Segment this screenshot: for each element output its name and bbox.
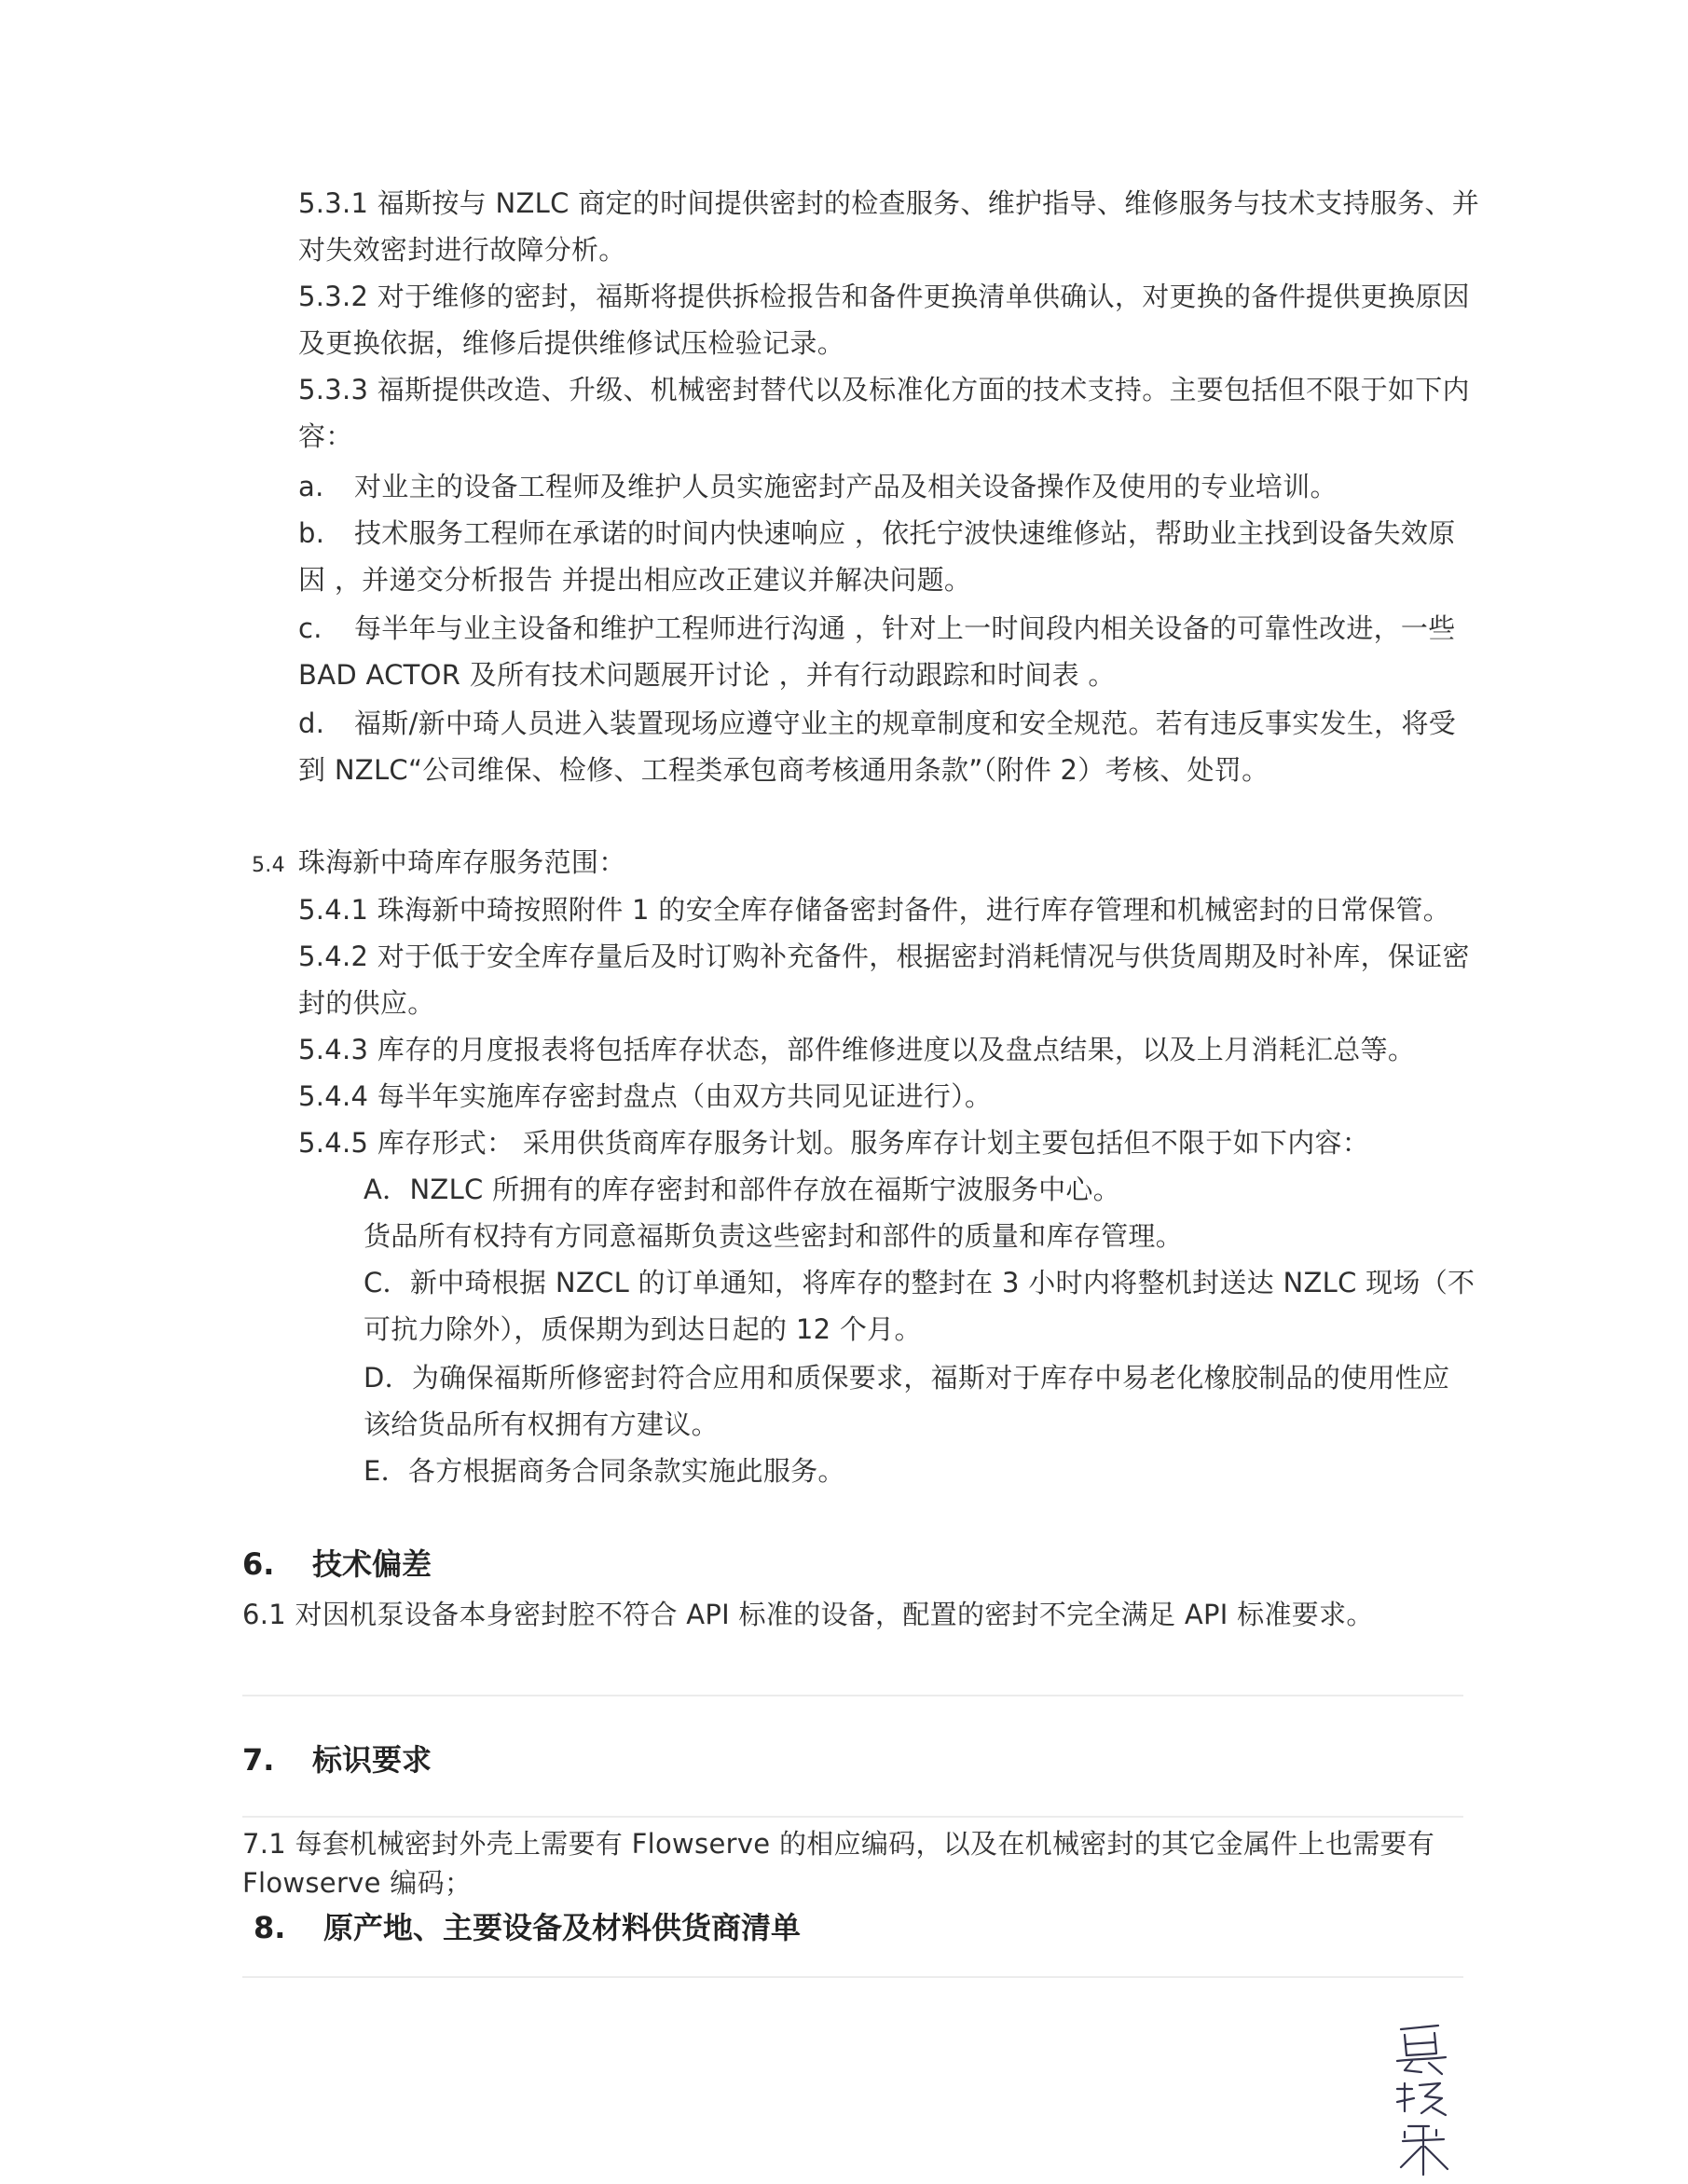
section-8-heading	[254, 1907, 801, 1948]
list-item-C-line1: C．新中琦根据 NZCL 的订单通知，将库存的整封在 3 小时内将整机封送达 NZLC 现场（不	[364, 1267, 1475, 1298]
list-item-d-label: d.	[298, 707, 325, 739]
section-5-4-number: 5.4	[252, 854, 285, 877]
list-item-a-text: 对业主的设备工程师及维护人员实施密封产品及相关设备操作及使用的专业培训。	[354, 471, 1338, 502]
divider	[242, 1695, 1463, 1696]
list-item-c-label: c.	[298, 612, 323, 644]
list-item-D-line2: 该给货品所有权拥有方建议。	[364, 1408, 719, 1440]
list-item-C-line2: 可抗力除外），质保期为到达日起的 12 个月。	[364, 1313, 922, 1345]
section-8-number: 8.	[254, 1910, 286, 1945]
list-item-c	[298, 610, 1456, 647]
list-item-b-label: b.	[298, 517, 325, 549]
list-item-d	[298, 705, 1456, 742]
section-6-heading	[242, 1544, 432, 1585]
para-5-3-2-line2: 及更换依据，维修后提供维修试压检验记录。	[298, 327, 845, 359]
section-8-title: 原产地、主要设备及材料供货商清单	[323, 1910, 802, 1945]
para-5-4-1: 5.4.1 珠海新中琦按照附件 1 的安全库存储备密封备件，进行库存管理和机械密封的日常保管。	[298, 894, 1450, 926]
list-item-E: E．各方根据商务合同条款实施此服务。	[364, 1455, 845, 1487]
list-item-b-text: 技术服务工程师在承诺的时间内快速响应 ，依托宁波快速维修站，帮助业主找到设备失效原	[354, 517, 1456, 549]
para-5-4-2-line1: 5.4.2 对于低于安全库存量后及时订购补充备件，根据密封消耗情况与供货周期及时补库，保证密	[298, 941, 1470, 972]
list-item-c-text: 每半年与业主设备和维护工程师进行沟通 ，针对上一时间段内相关设备的可靠性改进，一些	[354, 612, 1456, 644]
para-6-1: 6.1 对因机泵设备本身密封腔不符合 API 标准的设备，配置的密封不完全满足 API 标准要求。	[242, 1599, 1374, 1630]
para-5-4-5: 5.4.5 库存形式： 采用供货商库存服务计划。服务库存计划主要包括但不限于如下内容：	[298, 1127, 1370, 1159]
para-5-3-1-line2: 对失效密封进行故障分析。	[298, 234, 626, 266]
para-5-3-2-line1: 5.3.2 对于维修的密封，福斯将提供拆检报告和备件更换清单供确认，对更换的备件提供更换原因	[298, 281, 1470, 312]
para-5-4-3: 5.4.3 库存的月度报表将包括库存状态，部件维修进度以及盘点结果，以及上月消耗汇总等。	[298, 1034, 1416, 1065]
divider	[242, 1976, 1463, 1978]
section-6-number: 6.	[242, 1546, 275, 1582]
section-7-heading	[242, 1739, 432, 1780]
section-5-4-title: 珠海新中琦库存服务范围：	[297, 846, 626, 878]
list-item-d-text: 福斯/新中琦人员进入装置现场应遵守业主的规章制度和安全规范。若有违反事实发生，将受	[354, 707, 1457, 739]
list-item-D-line1: D．为确保福斯所修密封符合应用和质保要求，福斯对于库存中易老化橡胶制品的使用性应	[364, 1362, 1450, 1394]
list-item-c-line2: BAD ACTOR 及所有技术问题展开讨论 ，并有行动跟踪和时间表 。	[298, 659, 1116, 691]
divider	[242, 1816, 1463, 1818]
list-item-a-label: a.	[298, 471, 324, 502]
list-item-a	[298, 468, 1338, 505]
list-item-A-line1: A．NZLC 所拥有的库存密封和部件存放在福斯宁波服务中心。	[364, 1174, 1121, 1205]
para-5-3-1-line1: 5.3.1 福斯按与 NZLC 商定的时间提供密封的检查服务、维护指导、维修服务与技术支持服务、并	[298, 187, 1480, 219]
section-7-title: 标识要求	[312, 1742, 432, 1778]
list-item-d-line2: 到 NZLC“公司维保、检修、工程类承包商考核通用条款”（附件 2）考核、处罚。	[298, 754, 1269, 786]
section-7-number: 7.	[242, 1742, 275, 1778]
para-5-4-4: 5.4.4 每半年实施库存密封盘点（由双方共同见证进行）。	[298, 1080, 993, 1112]
para-5-4-2-line2: 封的供应。	[298, 987, 435, 1019]
list-item-b	[298, 515, 1456, 552]
para-7-1-line1: 7.1 每套机械密封外壳上需要有 Flowserve 的相应编码，以及在机械密封的其它金属件上也需要有	[242, 1828, 1435, 1860]
para-7-1-line2: Flowserve 编码；	[242, 1867, 473, 1899]
handwritten-signature	[1384, 2018, 1459, 2177]
para-5-3-3-line1: 5.3.3 福斯提供改造、升级、机械密封替代以及标准化方面的技术支持。主要包括但不限于如下内	[298, 374, 1470, 405]
list-item-b-line2: 因 ，并递交分析报告 并提出相应改正建议并解决问题。	[298, 564, 972, 596]
list-item-A-line2: 货品所有权持有方同意福斯负责这些密封和部件的质量和库存管理。	[364, 1220, 1184, 1252]
section-5-4-heading	[252, 844, 626, 885]
para-5-3-3-line2: 容：	[298, 420, 353, 452]
section-6-title: 技术偏差	[312, 1546, 432, 1582]
